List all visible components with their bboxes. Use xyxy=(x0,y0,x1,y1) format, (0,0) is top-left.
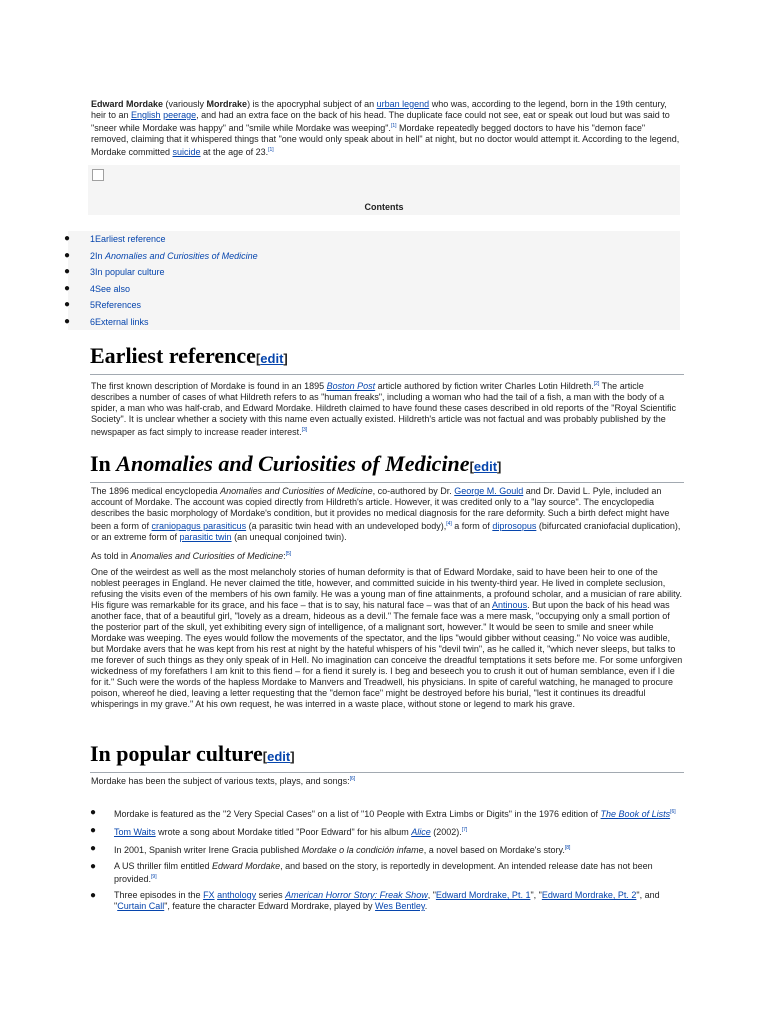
subject-name: Edward Mordake xyxy=(91,99,164,109)
bullet-icon: ● xyxy=(64,315,71,327)
section-heading-earliest-reference: Earliest reference[edit] xyxy=(90,343,684,375)
link-george-gould[interactable]: George M. Gould xyxy=(454,486,524,496)
section-heading-popular-culture: In popular culture[edit] xyxy=(90,741,684,773)
as-told-paragraph: As told in Anomalies and Curiosities of Medicine:[5] xyxy=(91,551,292,561)
bullet-icon: ● xyxy=(64,266,71,277)
link-american-horror-story[interactable]: American Horror Story: Freak Show xyxy=(285,890,428,900)
ref-link[interactable]: [6] xyxy=(670,809,676,815)
intro-paragraph: Edward Mordake (variously Mordrake) is the apocryphal subject of an urban legend who was, according to the legend, born in the 19th century, heir to an English peerage, and had an extra face on the back of his head. The duplicate face could not see, eat or speak out loud but was said to "sneer while Mordake was happy" and "smile while Mordake was weeping".[1] Mordake repeatedly begged doctors to have his "demon face" removed, claiming that it whispered things that "one would only speak about in hell" at night, but no doctor would attempt it. According to the legend, Mordake committed suicide at the age of 23.[1] xyxy=(91,99,680,157)
toc-item-earliest-reference[interactable]: ● 1Earliest reference xyxy=(68,231,680,248)
link-peerage[interactable]: peerage xyxy=(163,110,197,120)
list-item: ● Mordake is featured as the "2 Very Special Cases" on a list of "10 People with Extra Limbs or Digits" in the 1976 edition of The Book of Lists[6] xyxy=(90,807,676,819)
popular-culture-list xyxy=(90,807,684,917)
edit-section-link[interactable]: [edit] xyxy=(262,749,295,764)
ref-link[interactable]: [4] xyxy=(446,521,452,527)
edit-section-link[interactable]: [edit] xyxy=(255,351,288,366)
toc-toggle-checkbox[interactable] xyxy=(92,169,104,181)
toc-list xyxy=(64,231,680,330)
list-item: ● A US thriller film entitled Edward Mordake, and based on the story, is reportedly in development. An intended release date has not been provided.[9] xyxy=(90,861,653,884)
link-curtain-call[interactable]: Curtain Call xyxy=(117,901,165,911)
section-heading-anomalies: In Anomalies and Curiosities of Medicine[edit] xyxy=(90,451,684,483)
edit-section-link[interactable]: [edit] xyxy=(469,459,502,474)
ref-link[interactable]: [5] xyxy=(285,551,292,557)
ref-link[interactable]: [1] xyxy=(268,147,274,153)
ref-link[interactable]: [3] xyxy=(301,427,308,433)
link-tom-waits[interactable]: Tom Waits xyxy=(114,827,156,837)
bullet-icon: ● xyxy=(90,825,97,836)
link-craniopagus[interactable]: craniopagus parasiticus xyxy=(151,521,247,531)
popular-culture-intro: Mordake has been the subject of various texts, plays, and songs:[6] xyxy=(91,776,356,786)
ref-link[interactable]: [7] xyxy=(461,827,468,833)
link-episode-1[interactable]: Edward Mordrake, Pt. 1 xyxy=(435,890,531,900)
list-item: ● Three episodes in the FX anthology series American Horror Story: Freak Show, "Edward Mordrake, Pt. 1", "Edward Mordrake, Pt. 2", and "Curtain Call", feature the character Edward Mordrake, played by Wes Bentley. xyxy=(90,890,660,911)
ref-link[interactable]: [6] xyxy=(349,776,356,782)
bullet-icon: ● xyxy=(64,299,71,310)
quote-paragraph: One of the weirdest as well as the most melancholy stories of human deformity is that of Edward Mordake, said to have been heir to one of the noblest peerages in England. He never claimed the title, however, and committed suicide in his twenty-third year. He lived in complete seclusion, refusing the visits even of the members of his own family. He was a young man of fine attainments, a profound scholar, and a musician of rare ability. His figure was remarkable for its grace, and his face – that is to say, his natural face – was that of an Antinous. But upon the back of his head was another face, that of a beautiful girl, "lovely as a dream, hideous as a devil." The female face was a mere mask, "occupying only a small portion of the posterior part of the skull, yet exhibiting every sign of intelligence, of a malignant sort, however." It would be seen to smile and sneer while Mordake was weeping. The eyes would follow the movements of the spectator, and the lips "would gibber without ceasing." No voice was audible, but Mordake avers that he was kept from his rest at night by the hateful whispers of his "devil twin", as he called it, "which never sleeps, but talks to me forever of such things as they only speak of in Hell. No imagination can conceive the dreadful temptations it sets before me. For some unforgiven wickedness of my forefathers I am knit to this fiend – for a fiend it surely is. I beg and beseech you to crush it out of human semblance, even if I die for it." Such were the words of the hapless Mordake to Manvers and Treadwell, his physicians. In spite of careful watching, he managed to procure poison, whereof he died, leaving a letter requesting that the "demon face" might be destroyed before his burial, "lest it continues its dreadful whisperings in my grave." At his own request, he was interred in a waste place, without stone or legend to mark his grave. xyxy=(91,567,683,709)
bullet-icon: ● xyxy=(64,249,71,261)
toc-item-anomalies[interactable]: ● 2In Anomalies and Curiosities of Medicine xyxy=(68,248,680,265)
anomalies-paragraph: The 1896 medical encyclopedia Anomalies and Curiosities of Medicine, co-authored by Dr. George M. Gould and Dr. David L. Pyle, included an account of Mordake. The account was copied directly from Hildreth's article. However, it was credited only to a "lay source". The encyclopedia describes the basic morphology of Mordake's condition, but it provides no medical diagnosis for the rare deformity. Such a birth defect might have been a form of craniopagus parasiticus (a parasitic twin head with an undeveloped body),[4] a form of diprosopus (bifurcated craniofacial duplication), or an extreme form of parasitic twin (an unequal conjoined twin). xyxy=(91,486,681,542)
earliest-reference-paragraph: The first known description of Mordake is found in an 1895 Boston Post article authored by fiction writer Charles Lotin Hildreth.[2] The article describes a number of cases of what Hildreth refers to as "human freaks", including a woman who had the tail of a fish, a man with the body of a spider, a man who was half-crab, and Edward Mordake. Hildreth claimed to have found these cases described in old reports of the "Royal Scientific Society". It is unclear whether a society with this name even actually existed. Hildreth's article was not factual and was probably published by the newspaper as fact simply to increase reader interest.[3] xyxy=(91,381,676,437)
bullet-icon: ● xyxy=(90,807,97,818)
link-boston-post[interactable]: Boston Post xyxy=(326,381,376,391)
link-episode-2[interactable]: Edward Mordrake, Pt. 2 xyxy=(541,890,637,900)
toc-item-external-links[interactable]: ● 6External links xyxy=(68,314,680,331)
bullet-icon: ● xyxy=(64,282,71,294)
list-item: ● Tom Waits wrote a song about Mordake titled "Poor Edward" for his album Alice (2002).[7] xyxy=(90,825,468,837)
toc-box xyxy=(88,165,680,215)
link-suicide[interactable]: suicide xyxy=(172,147,201,157)
link-book-of-lists[interactable]: The Book of Lists xyxy=(600,809,671,819)
bullet-icon: ● xyxy=(90,843,97,854)
toc-title: Contents xyxy=(364,202,404,212)
toc-item-see-also[interactable]: ● 4See also xyxy=(68,281,680,298)
link-alice[interactable]: Alice xyxy=(411,827,431,837)
ref-link[interactable]: [8] xyxy=(564,845,571,851)
bullet-icon: ● xyxy=(90,861,97,872)
link-english[interactable]: English xyxy=(131,110,161,120)
ref-link[interactable]: [1] xyxy=(390,123,397,129)
subject-alias: Mordrake xyxy=(206,99,248,109)
ref-link[interactable]: [2] xyxy=(593,381,600,387)
link-fx[interactable]: FX xyxy=(203,890,215,900)
link-parasitic-twin[interactable]: parasitic twin xyxy=(179,532,232,542)
bullet-icon: ● xyxy=(64,233,71,244)
link-diprosopus[interactable]: diprosopus xyxy=(492,521,537,531)
link-antinous[interactable]: Antinous xyxy=(492,600,528,610)
ref-link[interactable]: [9] xyxy=(151,874,157,880)
link-anthology[interactable]: anthology xyxy=(217,890,257,900)
list-item: ● In 2001, Spanish writer Irene Gracia published Mordake o la condición infame, a novel based on Mordake's story.[8] xyxy=(90,843,571,855)
toc-item-popular-culture[interactable]: ● 3In popular culture xyxy=(68,264,680,281)
toc-item-references[interactable]: ● 5References xyxy=(68,297,680,314)
bullet-icon: ● xyxy=(90,890,97,901)
link-urban-legend[interactable]: urban legend xyxy=(376,99,430,109)
link-wes-bentley[interactable]: Wes Bentley xyxy=(375,901,425,911)
